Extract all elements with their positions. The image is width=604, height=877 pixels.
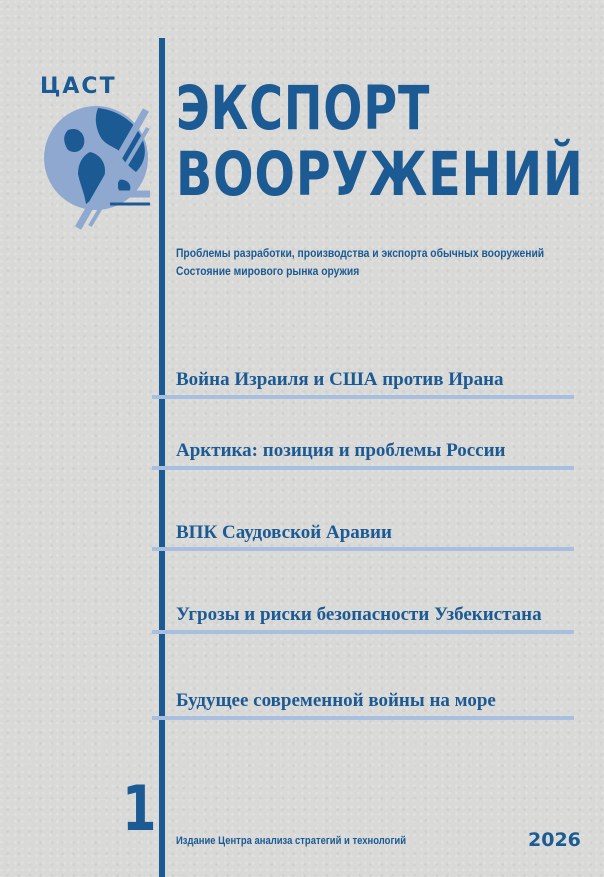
headline-2: Арктика: позиция и проблемы России [176, 440, 506, 461]
headline-rule-1 [152, 395, 574, 399]
cover-spine-bar [159, 38, 165, 877]
headline-3: ВПК Саудовской Аравии [176, 522, 392, 543]
headline-1: Война Израиля и США против Ирана [176, 369, 504, 390]
magazine-title-line1: ЭКСПОРТ [176, 73, 431, 144]
magazine-title-line2: ВООРУЖЕНИЙ [176, 139, 584, 210]
subtitle-line2: Состояние мирового рынка оружия [176, 264, 360, 278]
headline-5: Будущее современной войны на море [176, 690, 496, 711]
subtitle-line1: Проблемы разработки, производства и экспорта обычных вооружений [176, 246, 545, 260]
headline-4: Угрозы и риски безопасности Узбекистана [176, 604, 542, 625]
headline-rule-2 [152, 466, 574, 470]
issue-number: 1 [122, 772, 157, 845]
logo-text: ЦАСТ [40, 74, 117, 99]
headline-rule-3 [152, 547, 574, 551]
headline-rule-4 [152, 630, 574, 634]
issue-year: 2026 [528, 829, 581, 851]
publisher-line: Издание Центра анализа стратегий и технологий [176, 835, 407, 847]
globe-emblem-icon [38, 100, 156, 230]
headline-rule-5 [152, 716, 574, 720]
